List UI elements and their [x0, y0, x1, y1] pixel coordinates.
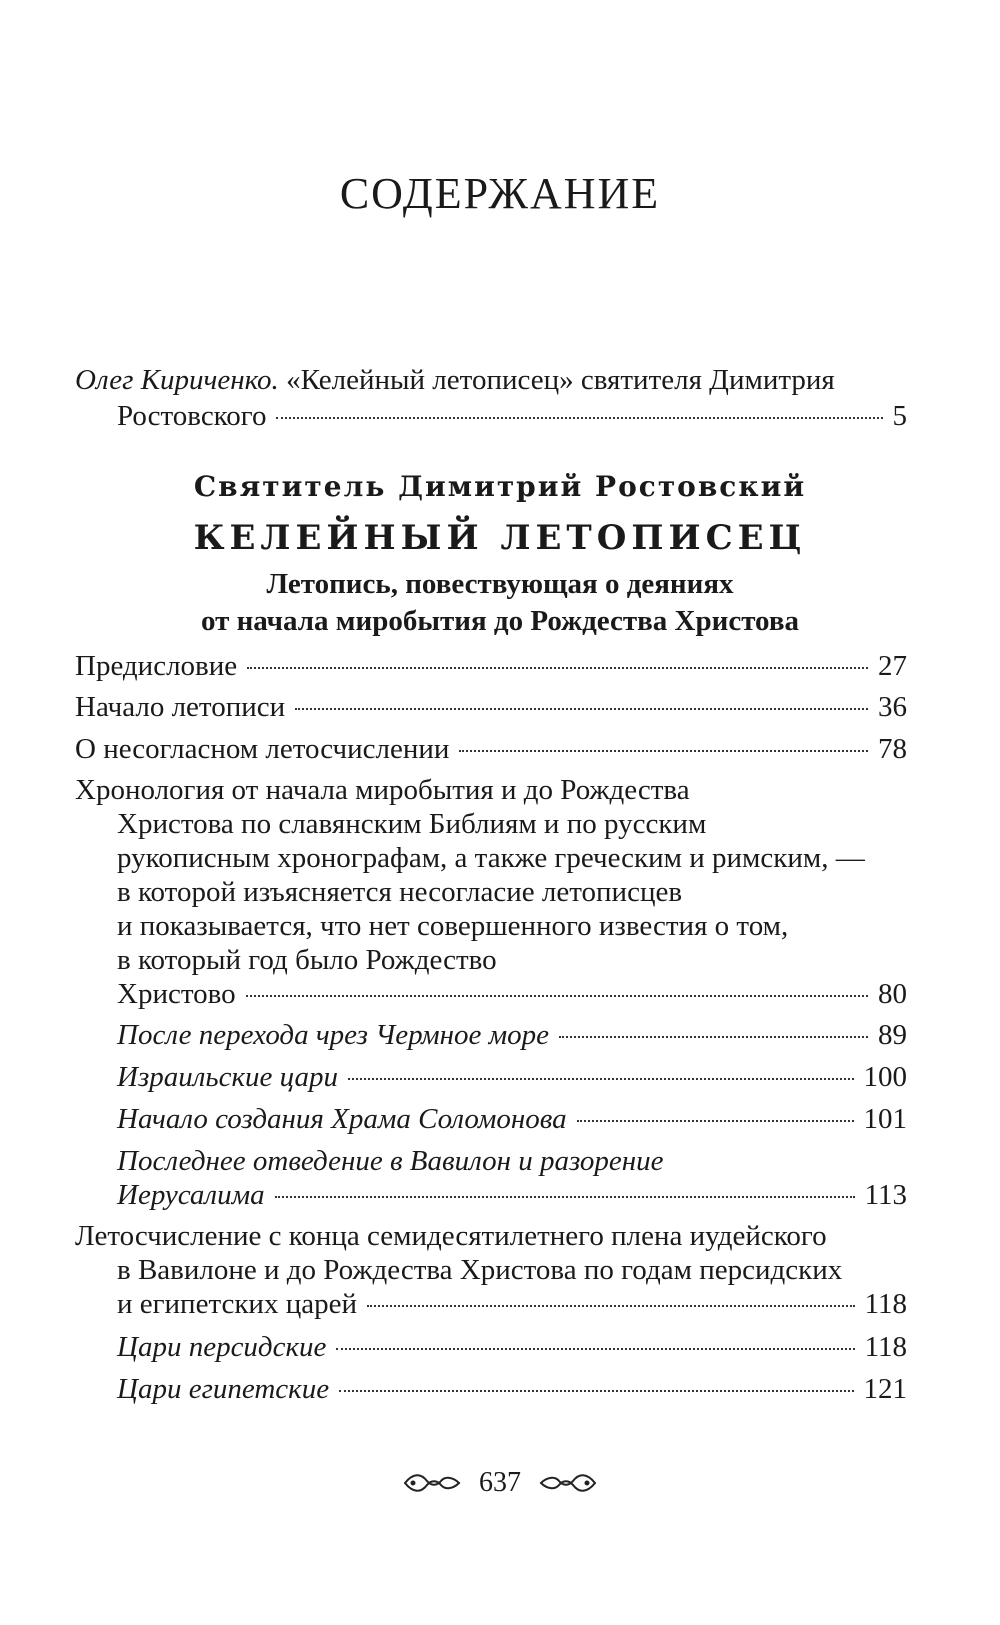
- toc-page-number: 78: [878, 733, 907, 765]
- toc-entry-text: После перехода чрез Чермное море: [117, 1019, 550, 1051]
- dot-leader: [246, 995, 868, 997]
- toc-subentry[interactable]: [117, 1017, 907, 1053]
- toc-page-number: 118: [864, 1331, 907, 1363]
- dot-leader: [336, 1348, 854, 1350]
- toc-page-number: 89: [878, 1019, 907, 1051]
- toc-entry-intro[interactable]: [75, 362, 907, 434]
- toc-page-number: 80: [878, 978, 907, 1010]
- toc-entry-lastline: [75, 398, 907, 434]
- section-author: Святитель Димитрий Ростовский: [193, 470, 807, 503]
- toc-subentry[interactable]: [117, 1059, 907, 1095]
- toc-entry-text: «Келейный летописец» святителя Димитрия: [286, 364, 835, 396]
- dot-leader: [577, 1120, 854, 1122]
- dot-leader: [295, 708, 868, 710]
- toc-page-number: 100: [863, 1061, 907, 1093]
- toc-entry-line: в Вавилоне и до Рождества Христова по годам персидских: [117, 1254, 843, 1286]
- toc-entry-text: Цари египетские: [117, 1373, 330, 1405]
- dot-leader: [559, 1036, 868, 1038]
- dot-leader: [247, 667, 868, 669]
- toc-page-number: 36: [878, 691, 907, 723]
- section-subtitle-line2: от начала миробытия до Рождества Христова: [200, 605, 799, 637]
- dot-leader: [275, 1196, 855, 1198]
- section-work-title: КЕЛЕЙНЫЙ ЛЕТОПИСЕЦ: [193, 518, 807, 558]
- toc-subentry[interactable]: [117, 1329, 907, 1365]
- toc-entry[interactable]: [75, 731, 907, 767]
- toc-page-number: 5: [892, 400, 907, 432]
- toc-entry-text: Начало создания Храма Соломонова: [117, 1103, 567, 1135]
- toc-entry-line: рукописным хронографам, а также греческим и римским, —: [117, 842, 865, 874]
- toc-page-number: 101: [863, 1103, 907, 1135]
- toc-entry-chronology[interactable]: [75, 773, 907, 1011]
- toc-subentry[interactable]: [117, 1144, 907, 1212]
- section-subtitle-line1: Летопись, повествующая о деяниях: [266, 568, 734, 600]
- dot-leader: [339, 1390, 853, 1392]
- toc-entry-line: Последнее отведение в Вавилон и разорение: [117, 1145, 664, 1177]
- toc-entry-line: и показывается, что нет совершенного известия о том,: [117, 910, 789, 942]
- toc-entry-author: Олег Кириченко.: [75, 364, 279, 396]
- page-footer: [0, 1467, 1000, 1499]
- toc-entry[interactable]: [75, 689, 907, 725]
- toc-entry-text: Начало летописи: [75, 691, 286, 723]
- toc-page-number: 121: [863, 1373, 907, 1405]
- page-number: 637: [479, 1467, 521, 1498]
- toc-entry-intro-line1: [75, 362, 907, 398]
- toc-entry-line: Христова по славянским Библиям и по русским: [117, 808, 707, 840]
- dot-leader: [276, 417, 882, 419]
- left-ornament-icon: [401, 1471, 465, 1495]
- toc-entry-text: Израильские цари: [117, 1061, 339, 1093]
- toc-entry-line: Хронология от начала миробытия и до Рождества: [75, 774, 690, 806]
- toc-entry-line: в которой изъясняется несогласие летописцев: [117, 876, 683, 908]
- toc-page-number: 113: [864, 1179, 907, 1211]
- toc-entry[interactable]: [75, 648, 907, 684]
- toc-entry-text: Ростовского: [117, 400, 267, 432]
- toc-entry-text: Иерусалима: [117, 1179, 265, 1211]
- toc-entry-text: Христово: [117, 978, 236, 1010]
- dot-leader: [459, 750, 868, 752]
- dot-leader: [348, 1078, 853, 1080]
- toc-entry-text: и египетских царей: [117, 1288, 357, 1320]
- toc-page-number: 27: [878, 650, 907, 682]
- toc-entry-text: Предисловие: [75, 650, 238, 682]
- right-ornament-icon: [535, 1471, 599, 1495]
- toc-page-number: 118: [864, 1288, 907, 1320]
- toc-entry-line: Летосчисление с конца семидесятилетнего плена иудейского: [75, 1220, 827, 1252]
- toc-subentry[interactable]: [117, 1371, 907, 1407]
- page-title: СОДЕРЖАНИЕ: [339, 169, 661, 218]
- toc-entry-text: Цари персидские: [117, 1331, 327, 1363]
- toc-entry-text: О несогласном летосчислении: [75, 733, 450, 765]
- toc-entry-line: в который год было Рождество: [117, 944, 497, 976]
- dot-leader: [367, 1305, 855, 1307]
- toc-subentry[interactable]: [117, 1101, 907, 1137]
- toc-entry-chronology-2[interactable]: [75, 1219, 907, 1321]
